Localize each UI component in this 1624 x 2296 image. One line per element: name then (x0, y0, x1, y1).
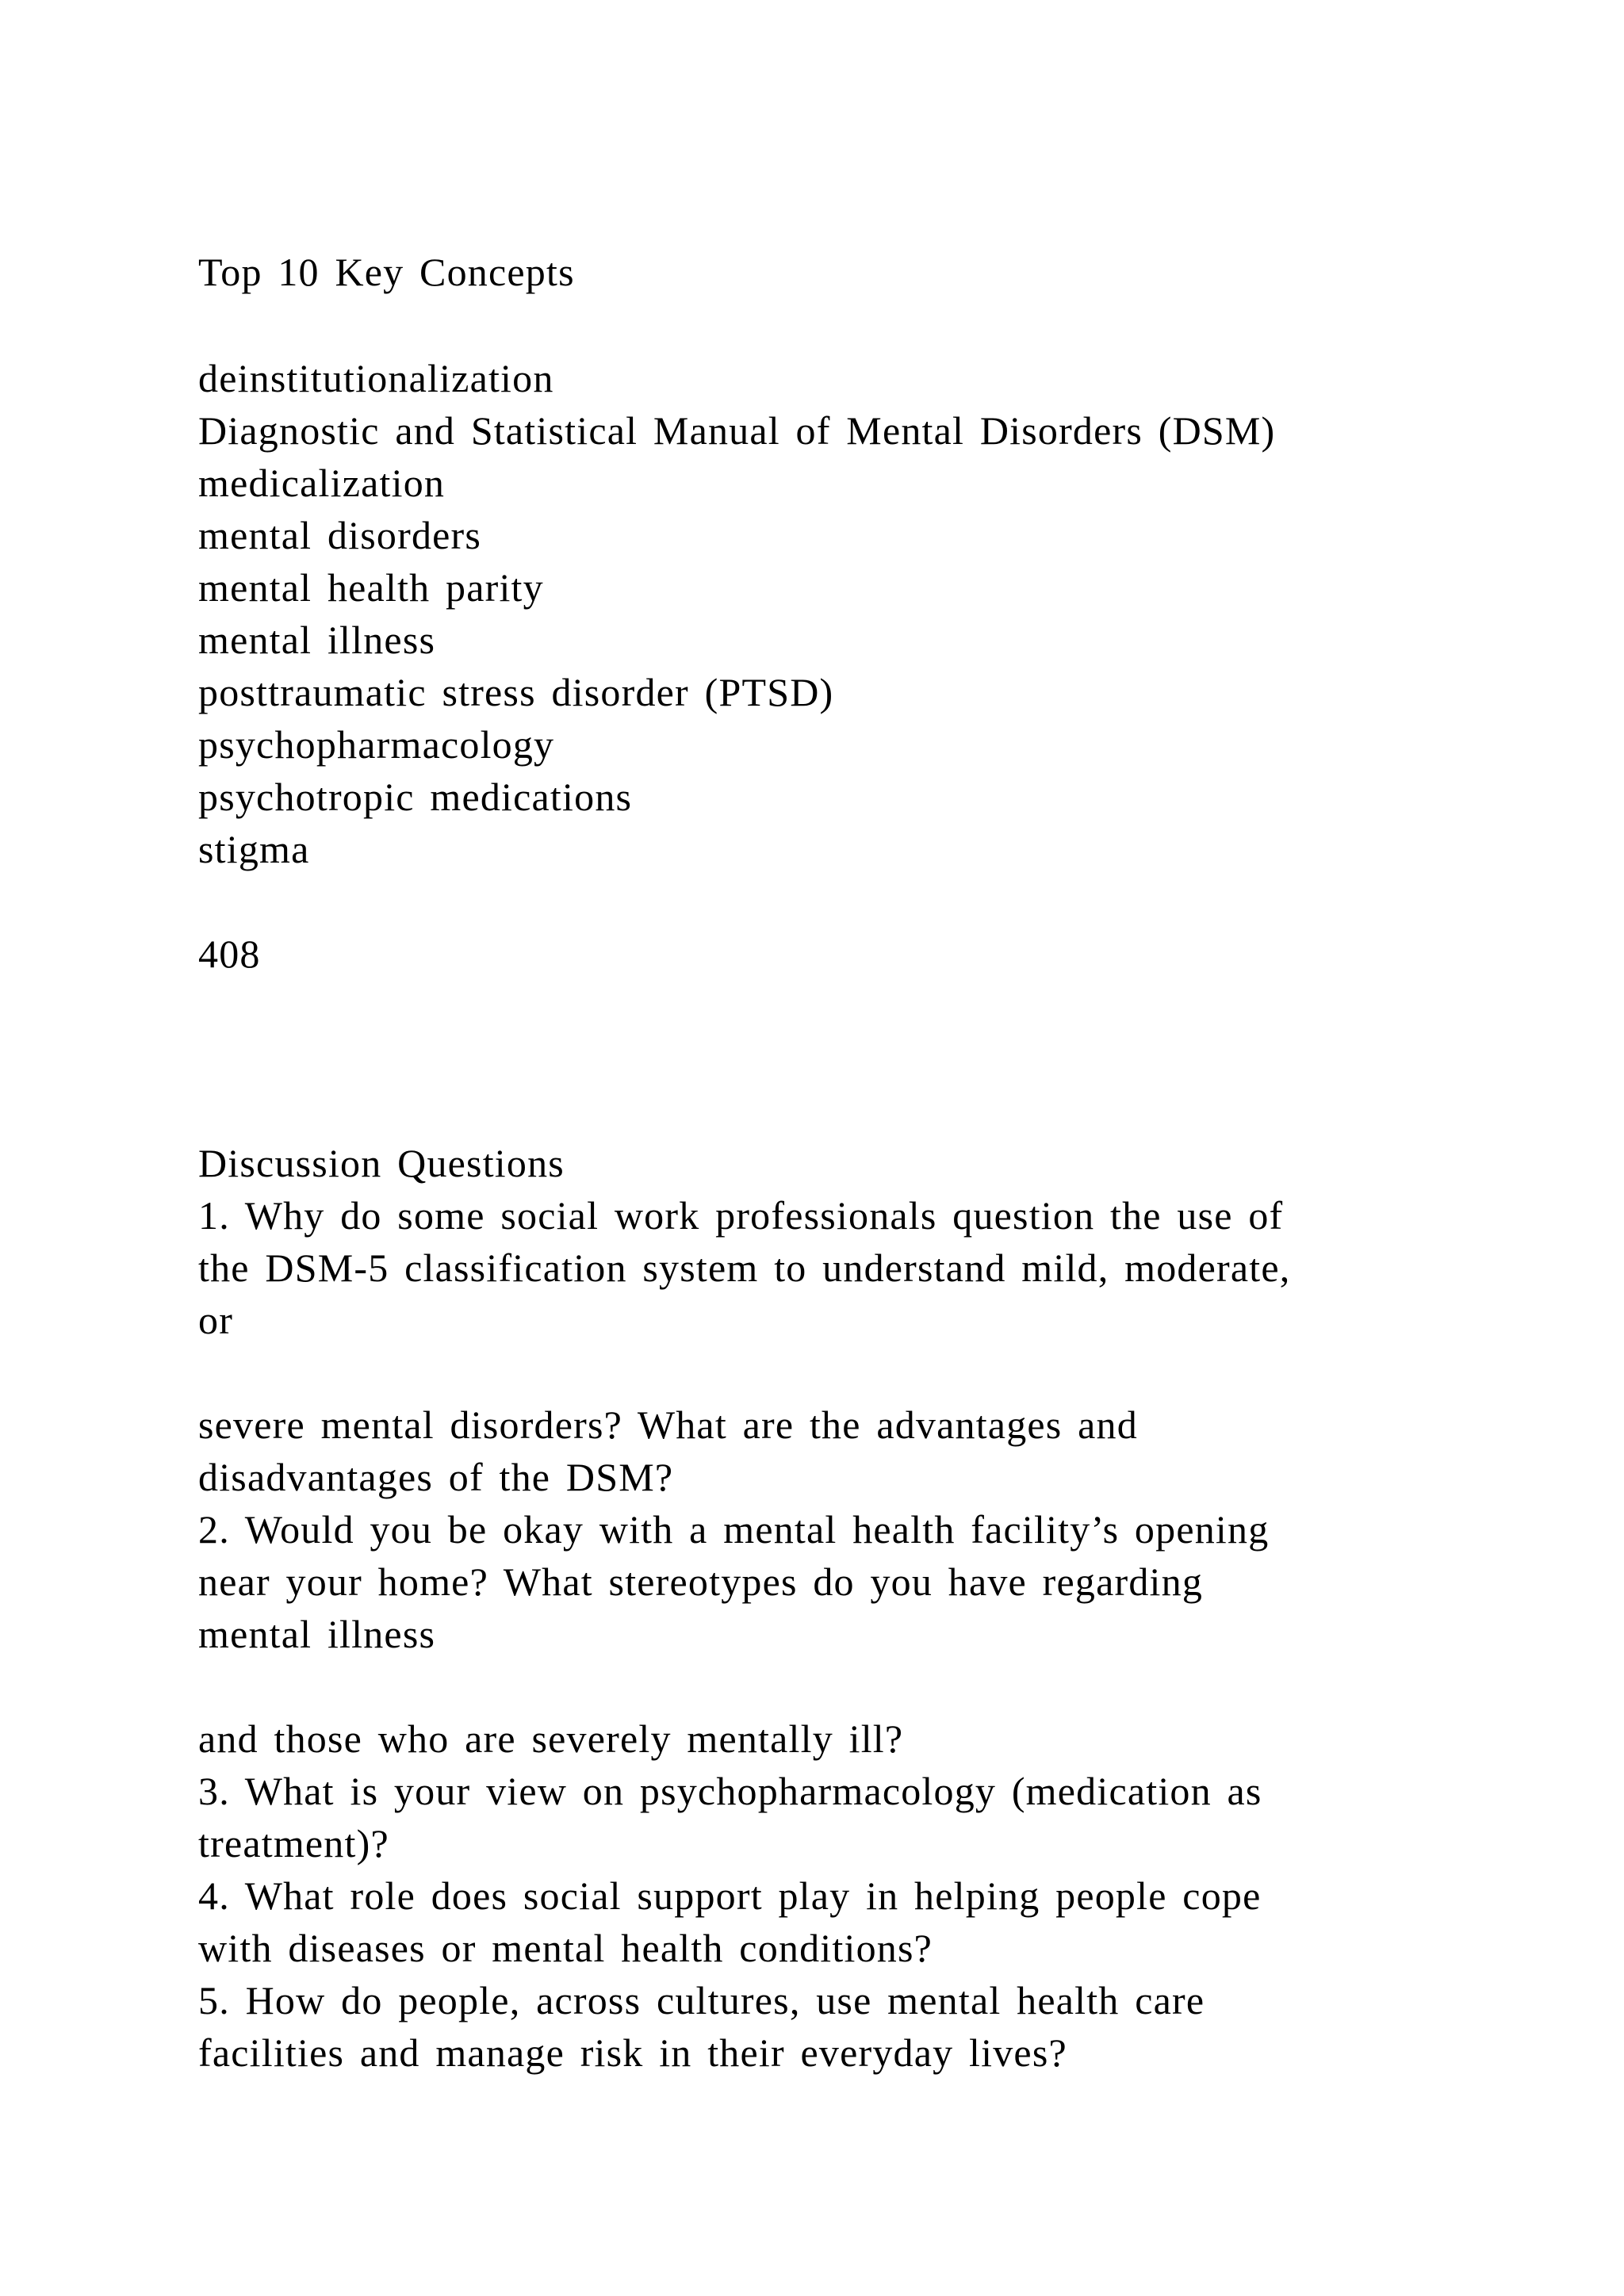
concept-item: psychopharmacology (198, 722, 555, 767)
concept-item: Diagnostic and Statistical Manual of Mental Disorders (DSM) (198, 408, 1276, 453)
discussion-line: 4. What role does social support play in helping people cope (198, 1873, 1262, 1918)
discussion-line: the DSM-5 classification system to understand mild, moderate, (198, 1246, 1291, 1290)
discussion-line: near your home? What stereotypes do you have regarding (198, 1559, 1204, 1604)
concept-item: medicalization (198, 461, 446, 505)
concept-item: psychotropic medications (198, 775, 633, 819)
concept-item: mental disorders (198, 513, 482, 557)
discussion-line: 2. Would you be okay with a mental health facility’s opening (198, 1507, 1270, 1552)
concept-item: mental illness (198, 618, 436, 662)
discussion-line: 1. Why do some social work professionals question the use of (198, 1193, 1284, 1238)
concept-item: stigma (198, 827, 310, 871)
concept-item: deinstitutionalization (198, 356, 554, 400)
key-concepts-heading: Top 10 Key Concepts (198, 250, 575, 294)
discussion-line: with diseases or mental health conditions? (198, 1926, 933, 1970)
discussion-line: facilities and manage risk in their everyday lives? (198, 2030, 1067, 2075)
discussion-line: disadvantages of the DSM? (198, 1455, 674, 1499)
concept-item: mental health parity (198, 565, 544, 610)
discussion-heading: Discussion Questions (198, 1141, 565, 1185)
discussion-line: treatment)? (198, 1821, 389, 1866)
discussion-line: mental illness (198, 1612, 436, 1656)
discussion-line: 3. What is your view on psychopharmacology (medication as (198, 1769, 1262, 1813)
discussion-line: severe mental disorders? What are the advantages and (198, 1402, 1138, 1447)
discussion-line: or (198, 1298, 234, 1342)
discussion-line: 5. How do people, across cultures, use mental health care (198, 1978, 1205, 2022)
concept-item: posttraumatic stress disorder (PTSD) (198, 670, 834, 714)
page-number: 408 (198, 932, 261, 976)
discussion-line: and those who are severely mentally ill? (198, 1716, 904, 1761)
